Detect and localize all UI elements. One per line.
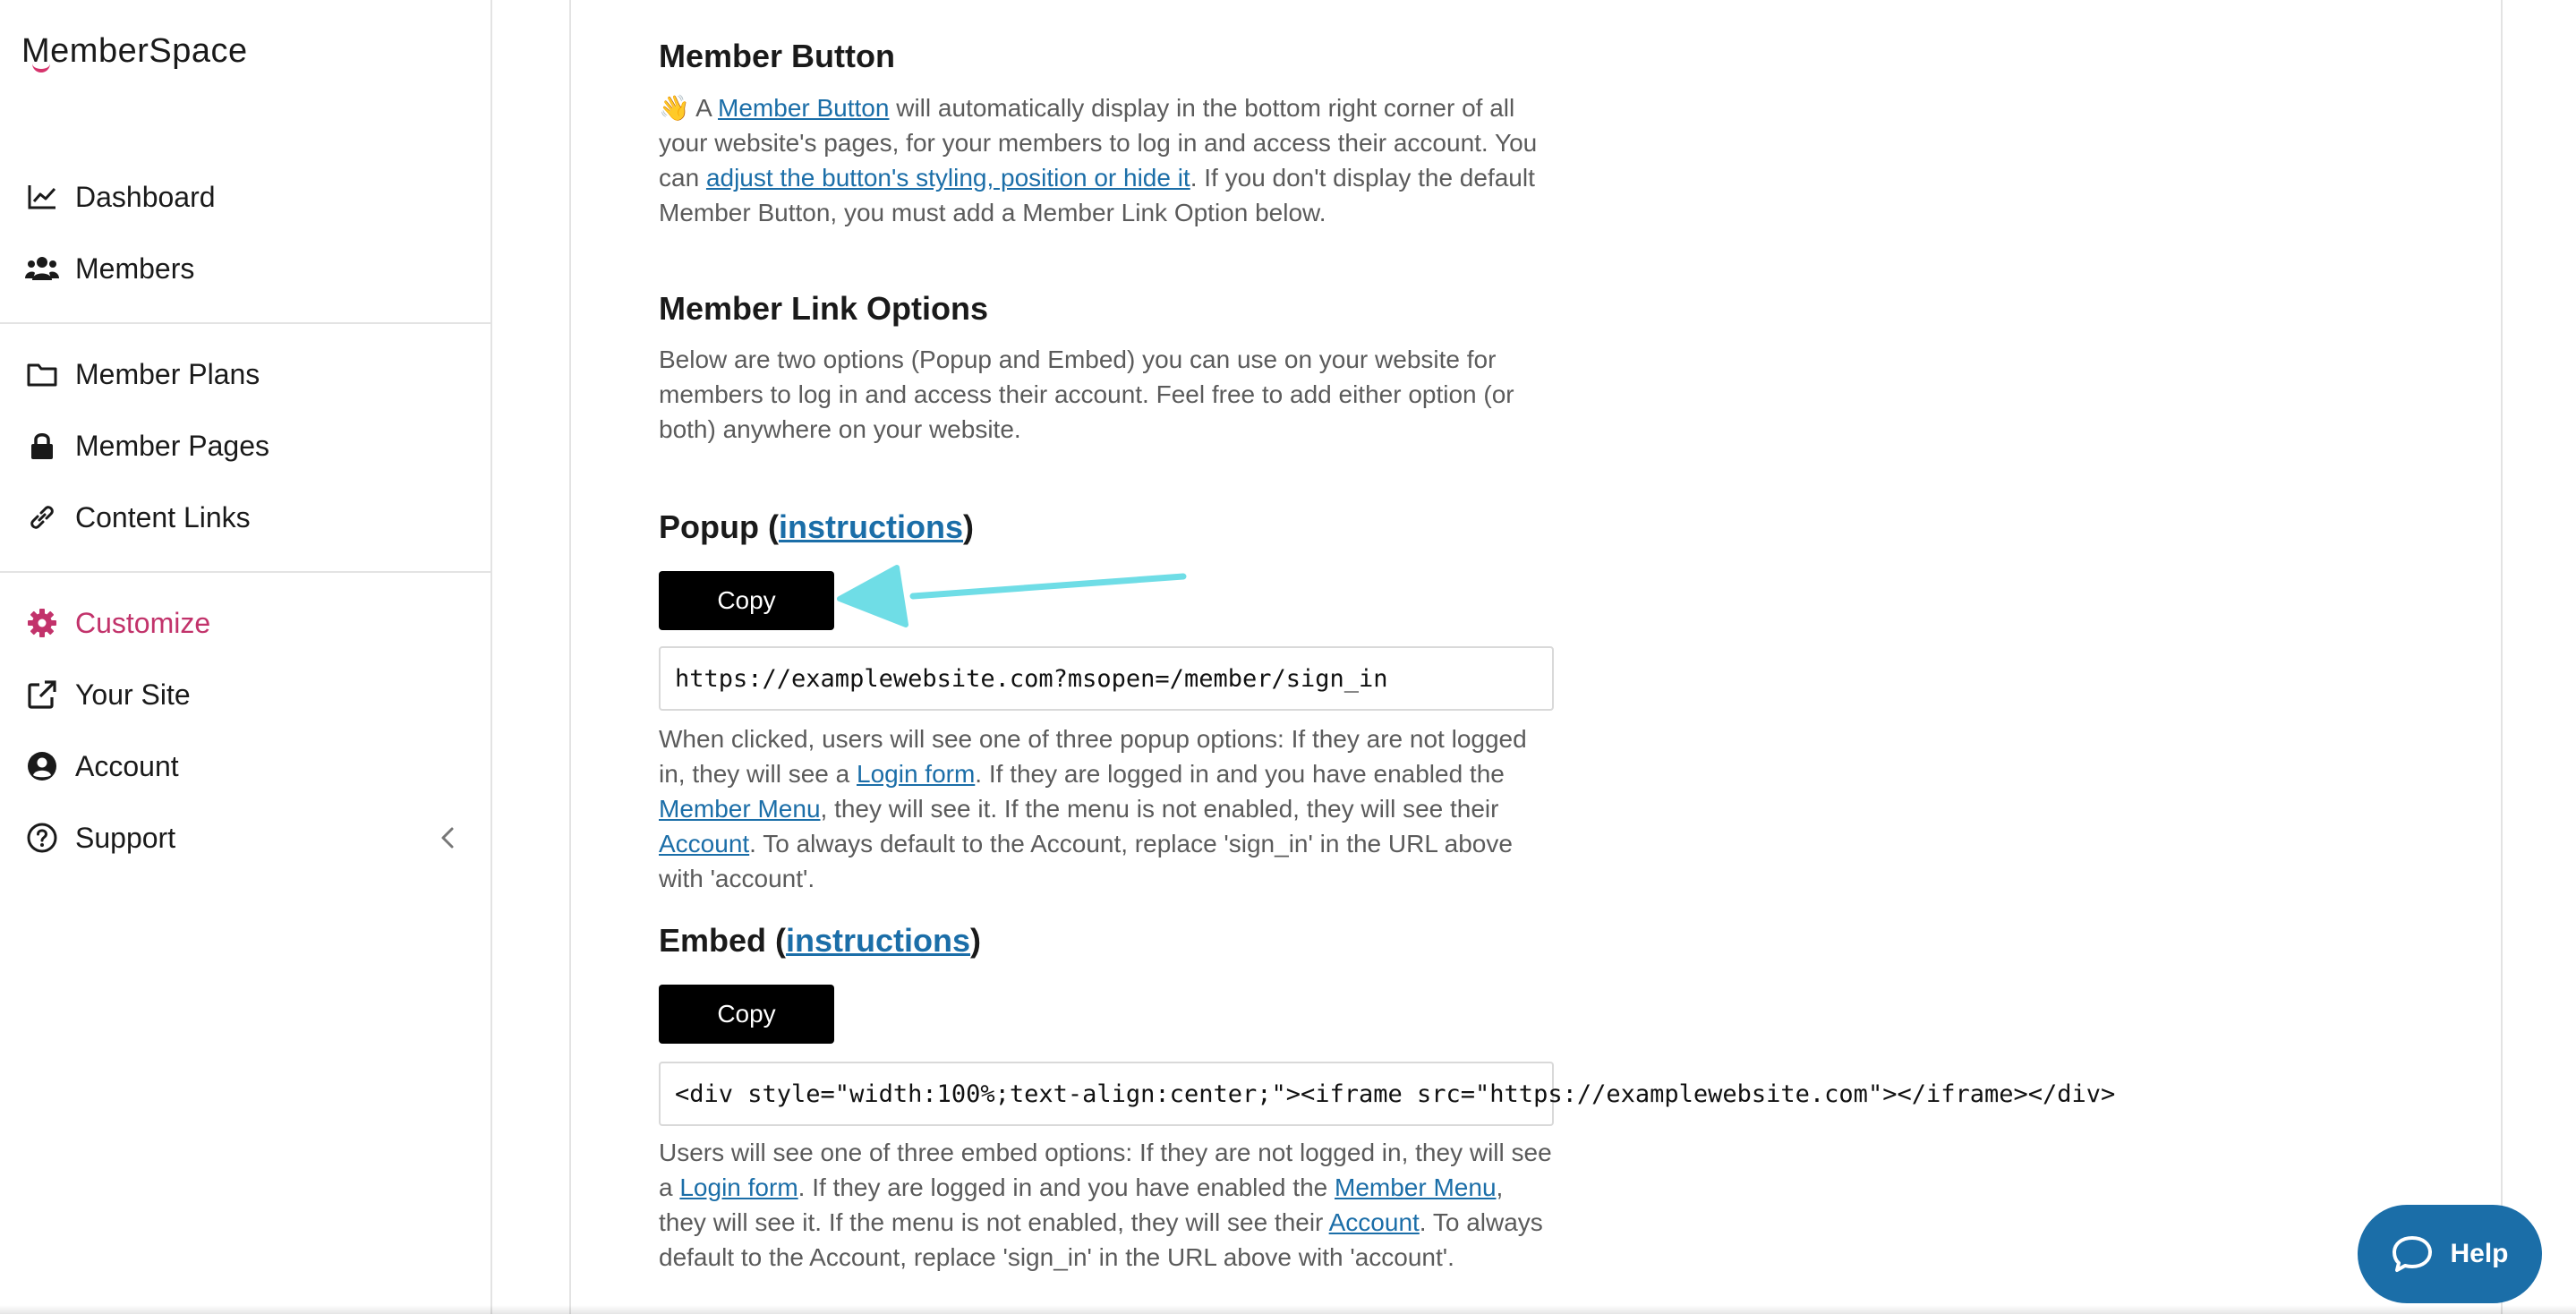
text-fragment: , they will see it. If the menu is not enabled, they will see their [820,795,1499,823]
popup-code-field[interactable]: https://examplewebsite.com?msopen=/member/sign_in [659,646,1554,711]
sidebar-item-your-site[interactable] [0,659,490,730]
bottom-shadow [0,1305,2576,1314]
brand-logo[interactable] [21,32,248,71]
account-link[interactable]: Account [659,830,750,858]
sidebar-item-support[interactable] [0,802,490,874]
text-fragment: . To always default to the Account, replace 'sign_in' in the URL above with 'account'. [659,830,1513,892]
heading-text: Embed ( [659,922,787,959]
popup-description [659,721,1554,896]
folder-icon [25,357,59,391]
sidebar-item-dashboard[interactable] [0,161,490,233]
nav-group-settings [0,587,490,874]
annotation-arrow [832,560,1190,632]
sidebar-item-label: Account [75,749,179,782]
text-fragment: A [689,94,719,122]
users-icon [25,252,59,286]
sidebar-item-label: Customize [75,606,211,639]
heading-text: ) [962,508,974,545]
text-fragment: , they will see it. If the menu is not enabled, they will see their [659,1173,1504,1236]
sidebar-item-members[interactable] [0,233,490,304]
member-menu-link[interactable]: Member Menu [659,795,821,823]
sidebar-item-content-links[interactable] [0,482,490,553]
link-options-heading: Member Link Options [659,290,989,327]
sidebar-item-member-plans[interactable] [0,338,490,410]
login-form-link[interactable]: Login form [679,1173,798,1201]
embed-heading [659,922,981,960]
embed-instructions-link[interactable]: instructions [786,922,971,959]
waving-hand-icon: 👋 [659,94,690,122]
text-fragment: When clicked, users will see one of three popup options: If they are not logged in, they will see a [659,725,1527,788]
sidebar-item-account[interactable] [0,730,490,802]
question-circle-icon [25,821,59,855]
sidebar-item-label: Dashboard [75,180,216,213]
chart-line-icon [25,180,59,214]
heading-text: Popup ( [659,508,779,545]
popup-copy-button[interactable]: Copy [659,571,834,630]
account-link[interactable]: Account [1328,1208,1420,1236]
sidebar-item-label: Members [75,252,195,285]
logo-text: emberSpace [50,32,248,70]
sidebar-item-label: Support [75,821,176,854]
chat-bubble-icon [2391,1234,2434,1274]
member-button-description [659,90,1554,230]
login-form-link[interactable]: Login form [857,760,976,788]
text-fragment: . If you don't display the default Member Button, you must add a Member Link Option below. [659,164,1535,226]
link-icon [25,500,59,534]
popup-instructions-link[interactable]: instructions [778,508,963,545]
logo-mark: M [21,32,50,71]
member-menu-link[interactable]: Member Menu [1335,1173,1497,1201]
sidebar-divider [0,571,490,573]
text-fragment: will automatically display in the bottom right corner of all your website's pages, for your members to log in and access their account. You can [659,94,1538,192]
sidebar-item-label: Your Site [75,678,191,711]
nav-group-content [0,338,490,553]
link-options-description: Below are two options (Popup and Embed) you can use on your website for members to log in and access their account. Feel free to add either option (or both) anywhere on your website. [659,346,1514,443]
heading-text: ) [970,922,982,959]
sidebar-item-label: Content Links [75,500,251,533]
external-link-icon [25,678,59,712]
text-fragment: . If they are logged in and you have enabled the [798,1173,1335,1201]
popup-heading [659,508,974,546]
user-circle-icon [25,749,59,783]
text-fragment: Users will see one of three embed options: If they are not logged in, they will see a [659,1139,1552,1201]
member-button-heading: Member Button [659,38,895,74]
help-button[interactable] [2358,1205,2542,1303]
member-button-link[interactable]: Member Button [718,94,890,122]
chevron-left-icon[interactable] [435,825,460,850]
embed-description [659,1135,1554,1275]
embed-code-field[interactable]: <div style="width:100%;text-align:center;"><iframe src="https://examplewebsite.com"></iframe></div> [659,1062,1554,1126]
sidebar-item-label: Member Plans [75,357,260,390]
lock-icon [25,429,59,463]
sidebar-item-customize[interactable] [0,587,490,659]
gear-icon [25,606,59,640]
embed-copy-button[interactable]: Copy [659,985,834,1044]
text-fragment: . To always default to the Account, replace 'sign_in' in the URL above with 'account'. [659,1208,1543,1271]
sidebar-item-label: Member Pages [75,429,269,462]
text-fragment: . If they are logged in and you have enabled the [975,760,1505,788]
adjust-button-link[interactable]: adjust the button's styling, position or hide it [705,164,1190,192]
sidebar-item-member-pages[interactable] [0,410,490,482]
help-label: Help [2450,1239,2509,1268]
sidebar [0,0,492,1314]
nav-group-main [0,161,490,304]
sidebar-divider [0,322,490,324]
